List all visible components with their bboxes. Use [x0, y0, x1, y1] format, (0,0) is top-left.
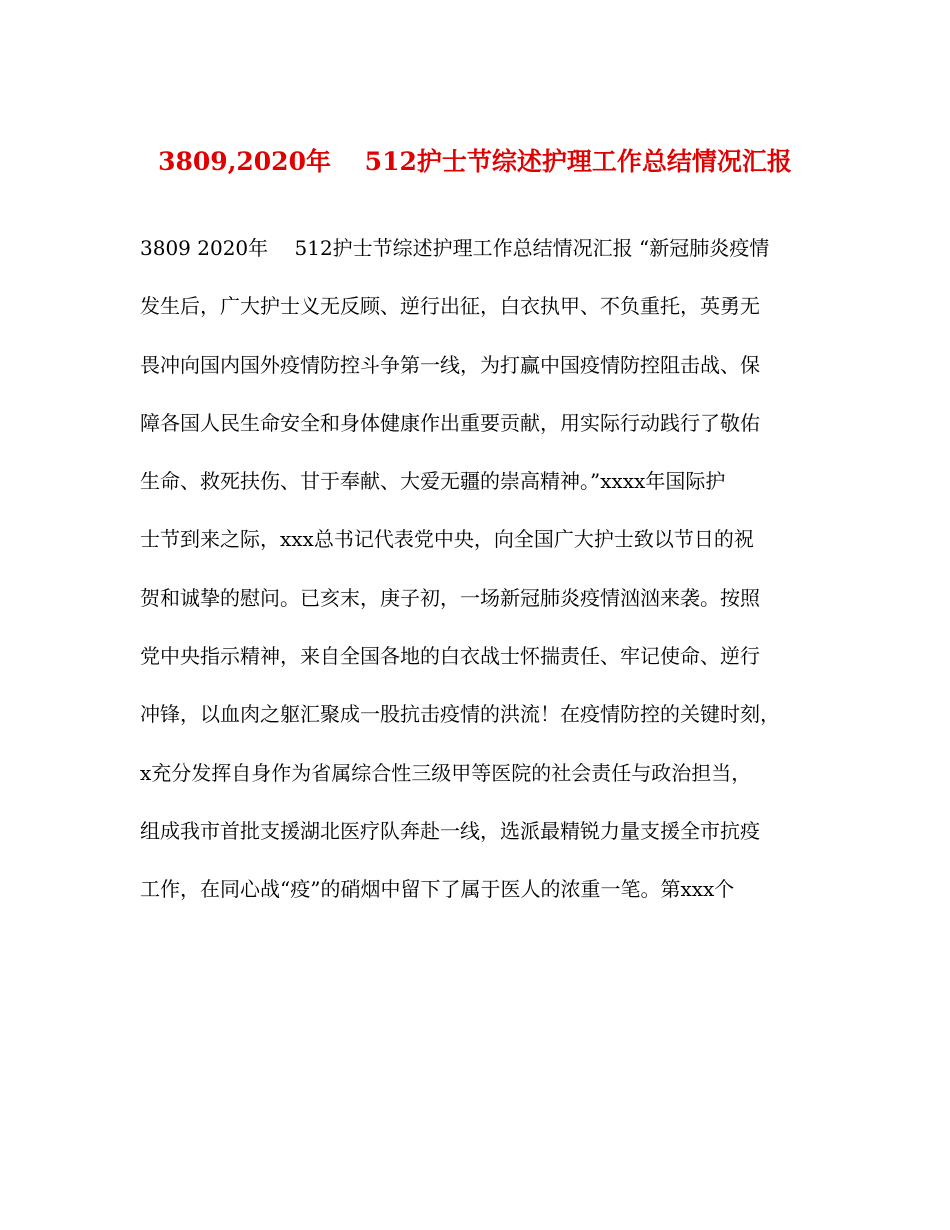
body-line: 冲锋，以血肉之躯汇聚成一股抗击疫情的洪流！在疫情防控的关键时刻，	[140, 702, 780, 727]
body-line: 贺和诚挚的慰问。已亥末，庚子初，一场新冠肺炎疫情汹汹来袭。按照	[140, 585, 760, 610]
body-line: 障各国人民生命安全和身体健康作出重要贡献，用实际行动践行了敬佑	[140, 410, 760, 435]
document-title: 3809,2020年 512护士节综述护理工作总结情况汇报	[158, 147, 792, 176]
body-line: x充分发挥自身作为省属综合性三级甲等医院的社会责任与政治担当，	[140, 760, 752, 785]
body-line: 生命、救死扶伤、甘于奉献、大爱无疆的崇高精神。”xxxx年国际护	[140, 469, 726, 494]
document-body	[140, 226, 830, 926]
body-line: 3809 2020年 512护士节综述护理工作总结情况汇报 “新冠肺炎疫情	[140, 236, 770, 260]
body-line: 士节到来之际，xxx总书记代表党中央，向全国广大护士致以节日的祝	[140, 527, 754, 552]
body-line: 发生后，广大护士义无反顾、逆行出征，白衣执甲、不负重托，英勇无	[140, 294, 760, 319]
body-line: 畏冲向国内国外疫情防控斗争第一线，为打赢中国疫情防控阻击战、保	[140, 352, 760, 377]
body-line: 组成我市首批支援湖北医疗队奔赴一线，选派最精锐力量支援全市抗疫	[140, 818, 760, 843]
body-line: 工作，在同心战“疫”的硝烟中留下了属于医人的浓重一笔。第xxx个	[140, 877, 735, 902]
body-line: 党中央指示精神，来自全国各地的白衣战士怀揣责任、牢记使命、逆行	[140, 644, 760, 669]
